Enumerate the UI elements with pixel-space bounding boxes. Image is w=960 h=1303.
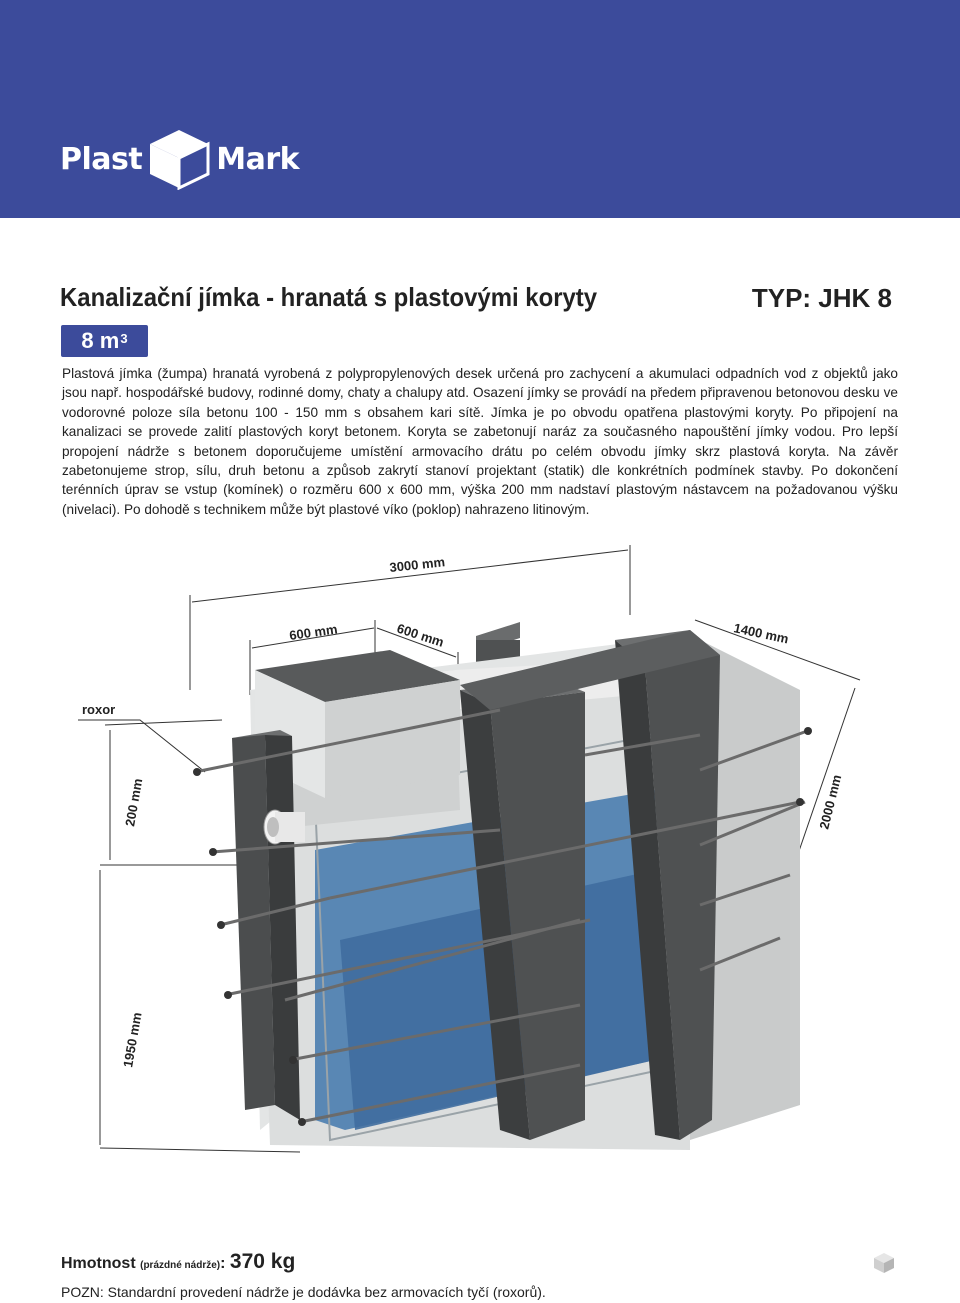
brand-header	[0, 0, 960, 218]
dim-length-label: 3000 mm	[388, 554, 446, 575]
dim-total-height-label: 2000 mm	[816, 773, 845, 831]
tank-diagram	[0, 540, 960, 1240]
product-type: TYP: JHK 8	[751, 283, 892, 313]
plastmark-logo	[60, 128, 299, 190]
volume-badge	[61, 325, 148, 357]
product-description: Plastová jímka (žumpa) hranatá vyrobená z polypropylenových desek určená pro zachycení a akumulaci odpadních vod z objektů jako jsou např. hospodářské budovy, rodinné domy, chaty a chalupy atd. Osazení jímky se provádí na předem připravenou betonovou desku ve vodorovné poloze síla betonu 100 - 150 mm s obsahem kari sítě. Jímka je po obvodu opatřena plastovými koryty. Po připojení na kanalizaci se provede zalití plastových koryt betonem. Koryta se zabetonují naráz za současného napouštění jímky vodou. Pro lepší propojení nádrže s betonem doporučujeme umístění armovacího drátu po celém obvodu jímky skrz plastová koryta. Na závěr zabetonujeme strop, sílu, druh betonu a způsob zakrytí stanoví projektant (statik) dle konkrétních podmínek stavby. Po dokončení terénních úprav se vstup (komínek) o rozměru 600 x 600 mm, výška 200 mm nadstaví plastovým nástavcem na požadovanou výšku (nivelaci). Po dohodě s technikem může být plastové víko (poklop) nahrazeno litinovým.	[62, 366, 898, 517]
cube-mark-icon	[872, 1251, 896, 1275]
logo-word-left: Plast	[60, 141, 143, 177]
weight-value: 370 kg	[229, 1250, 296, 1273]
dim-inlet-depth-label: 600 mm	[395, 620, 446, 650]
dim-inlet-width-label: 600 mm	[288, 621, 339, 643]
product-title: Kanalizační jímka - hranatá s plastovými koryty	[60, 282, 598, 312]
dim-neck-height-label: 200 mm	[122, 777, 146, 828]
rebar-label: roxor	[82, 702, 116, 717]
weight-info: Hmotnost (prázdné nádrže): 370 kg	[61, 1250, 296, 1273]
dim-width-label: 1400 mm	[732, 620, 790, 647]
volume-exponent: 3	[120, 330, 128, 346]
cube-logo-icon	[146, 128, 212, 190]
weight-qualifier: (prázdné nádrže)	[140, 1260, 221, 1271]
weight-label: Hmotnost	[61, 1255, 136, 1272]
dim-body-height-label: 1950 mm	[120, 1011, 145, 1069]
footnote: POZN: Standardní provedení nádrže je dodávka bez armovacích tyčí (roxorů).	[61, 1284, 546, 1300]
volume-value: 8 m	[81, 328, 120, 353]
logo-word-right: Mark	[216, 141, 300, 177]
